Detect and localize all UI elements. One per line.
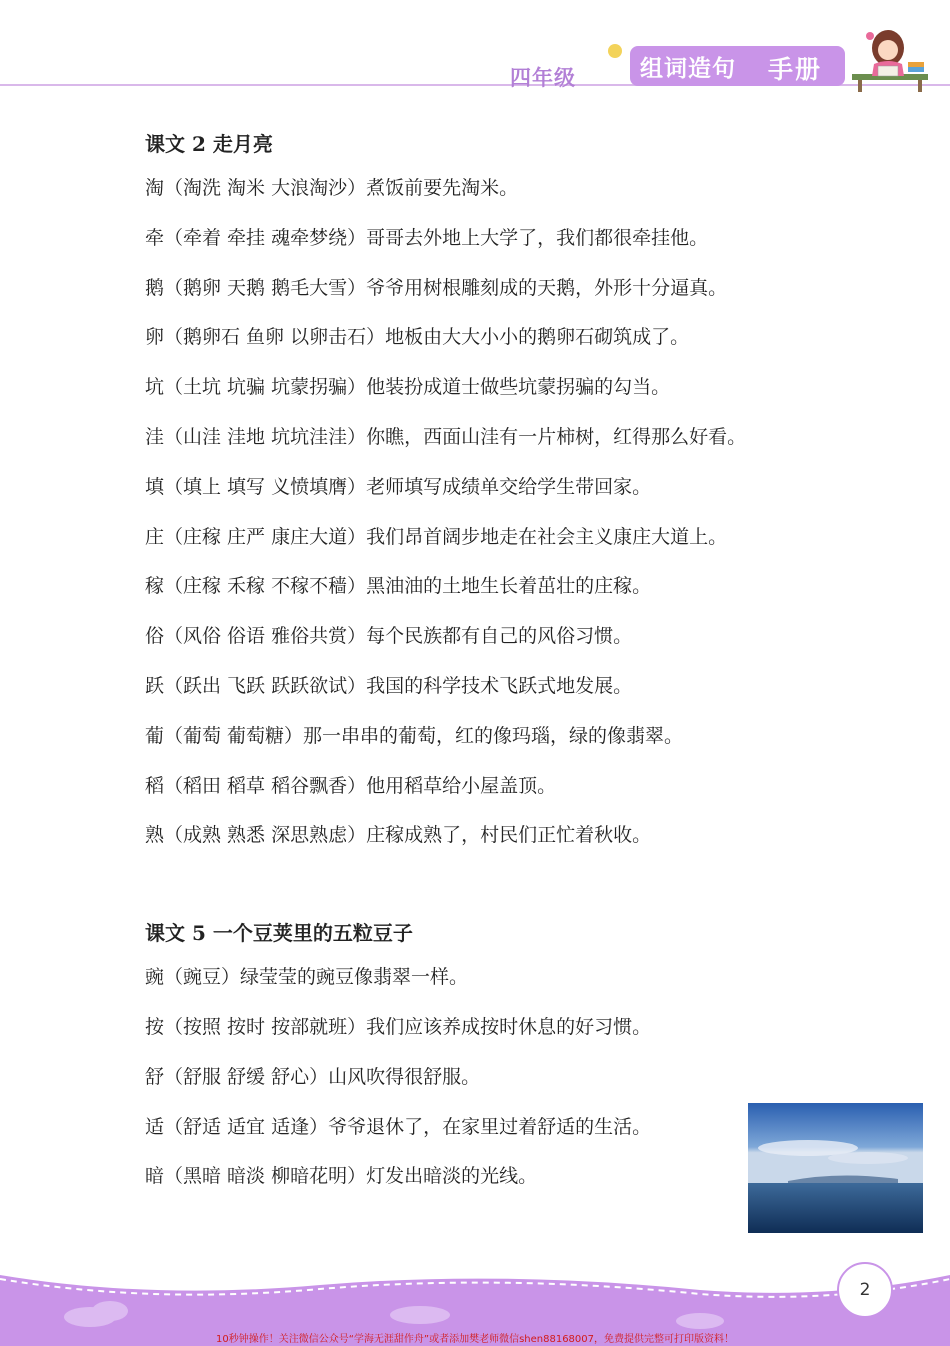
content-area xyxy=(145,124,845,1202)
banner-subtitle: 手册 xyxy=(768,55,823,84)
vocab-line: 按（按照 按时 按部就班）我们应该养成按时休息的好习惯。 xyxy=(145,1015,652,1038)
vocab-line: 牵（牵着 牵挂 魂牵梦绕）哥哥去外地上大学了，我们都很牵挂他。 xyxy=(145,226,709,249)
vocab-line: 暗（黑暗 暗淡 柳暗花明）灯发出暗淡的光线。 xyxy=(145,1165,538,1188)
vocab-line: 豌（豌豆）绿莹莹的豌豆像翡翠一样。 xyxy=(145,966,469,989)
header-banner xyxy=(630,46,845,86)
vocab-line: 俗（风俗 俗语 雅俗共赏）每个民族都有自己的风俗习惯。 xyxy=(145,625,633,648)
page-header xyxy=(510,22,930,92)
vocab-line: 舒（舒服 舒缓 舒心）山风吹得很舒服。 xyxy=(145,1065,481,1088)
page-number: 2 xyxy=(837,1262,893,1318)
section-title: 课文 2 走月亮 xyxy=(145,132,273,156)
reading-girl-icon xyxy=(850,22,930,92)
vocab-line: 庄（庄稼 庄严 康庄大道）我们昂首阔步地走在社会主义康庄大道上。 xyxy=(145,525,728,548)
vocab-line: 稼（庄稼 禾稼 不稼不穑）黑油油的土地生长着茁壮的庄稼。 xyxy=(145,575,652,598)
vocab-line: 填（填上 填写 义愤填膺）老师填写成绩单交给学生带回家。 xyxy=(145,475,652,498)
vocab-line: 洼（山洼 洼地 坑坑洼洼）你瞧，西面山洼有一片柿树，红得那么好看。 xyxy=(145,425,747,448)
star-icon xyxy=(608,44,622,58)
vocab-line: 熟（成熟 熟悉 深思熟虑）庄稼成熟了，村民们正忙着秋收。 xyxy=(145,824,652,847)
banner-title: 组词造句 xyxy=(640,56,736,82)
vocab-line: 卵（鹅卵石 鱼卵 以卵击石）地板由大大小小的鹅卵石砌筑成了。 xyxy=(145,326,690,349)
footer-notice: 10秒钟操作！关注微信公众号“学海无涯甜作舟”或者添加樊老师微信shen88168007，免费提供完整可打印版资料！ xyxy=(215,1334,735,1345)
sea-sky-photo xyxy=(748,1103,923,1233)
vocab-line: 适（舒适 适宜 适逢）爷爷退休了，在家里过着舒适的生活。 xyxy=(145,1115,652,1138)
vocab-line: 坑（土坑 坑骗 坑蒙拐骗）他装扮成道士做些坑蒙拐骗的勾当。 xyxy=(145,376,671,399)
section-title: 课文 5 一个豆荚里的五粒豆子 xyxy=(145,921,413,946)
vocab-line: 稻（稻田 稻草 稻谷飘香）他用稻草给小屋盖顶。 xyxy=(145,774,557,797)
section-gap xyxy=(145,861,845,913)
grade-label: 四年级 xyxy=(510,66,576,90)
vocab-line: 淘（淘洗 淘米 大浪淘沙）煮饭前要先淘米。 xyxy=(145,177,519,199)
vocab-line: 鹅（鹅卵 天鹅 鹅毛大雪）爷爷用树根雕刻成的天鹅，外形十分逼真。 xyxy=(145,276,728,299)
vocab-line: 葡（葡萄 葡萄糖）那一串串的葡萄，红的像玛瑙，绿的像翡翠。 xyxy=(145,724,684,747)
vocab-line: 跃（跃出 飞跃 跃跃欲试）我国的科学技术飞跃式地发展。 xyxy=(145,674,633,697)
